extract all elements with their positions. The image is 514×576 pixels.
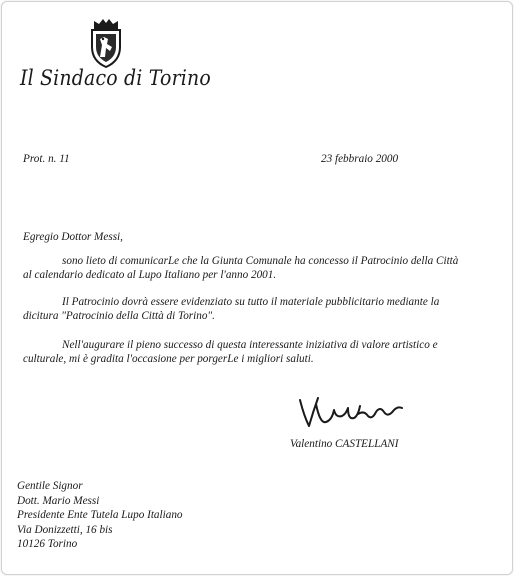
address-line: Dott. Mario Messi bbox=[17, 494, 100, 507]
address-line: Via Donizzetti, 16 bis bbox=[17, 523, 113, 536]
letter-date: 23 febbraio 2000 bbox=[321, 153, 399, 165]
letterhead-title: Il Sindaco di Torino bbox=[20, 66, 211, 90]
handwritten-signature bbox=[296, 394, 404, 430]
paragraph-line: Il Patrocinio dovrà essere evidenziato su tutto il materiale pubblicitario mediante la bbox=[62, 296, 440, 308]
signer-name: Valentino CASTELLANI bbox=[290, 438, 399, 450]
city-crest-icon bbox=[86, 17, 126, 69]
paragraph-line: dicitura "Patrocinio della Città di Torino". bbox=[23, 310, 215, 322]
paragraph-line: Nell'augurare il pieno successo di questa interessante iniziativa di valore artistico e bbox=[62, 339, 438, 351]
paragraph-line: al calendario dedicato al Lupo Italiano per l'anno 2001. bbox=[23, 269, 277, 281]
body-paragraph bbox=[23, 338, 503, 366]
body-paragraph bbox=[23, 254, 503, 282]
letter-page bbox=[1, 1, 513, 575]
paragraph-line: culturale, mi è gradita l'occasione per porgerLe i migliori saluti. bbox=[23, 353, 314, 365]
paragraph-line: sono lieto di comunicarLe che la Giunta Comunale ha concesso il Patrocinio della Città bbox=[62, 255, 459, 267]
body-paragraph bbox=[23, 295, 503, 323]
address-line: Gentile Signor bbox=[17, 480, 83, 492]
address-line: 10126 Torino bbox=[17, 538, 78, 550]
recipient-address bbox=[17, 479, 183, 552]
address-line: Presidente Ente Tutela Lupo Italiano bbox=[17, 509, 183, 521]
salutation: Egregio Dottor Messi, bbox=[23, 231, 123, 243]
protocol-number: Prot. n. 11 bbox=[23, 153, 70, 165]
